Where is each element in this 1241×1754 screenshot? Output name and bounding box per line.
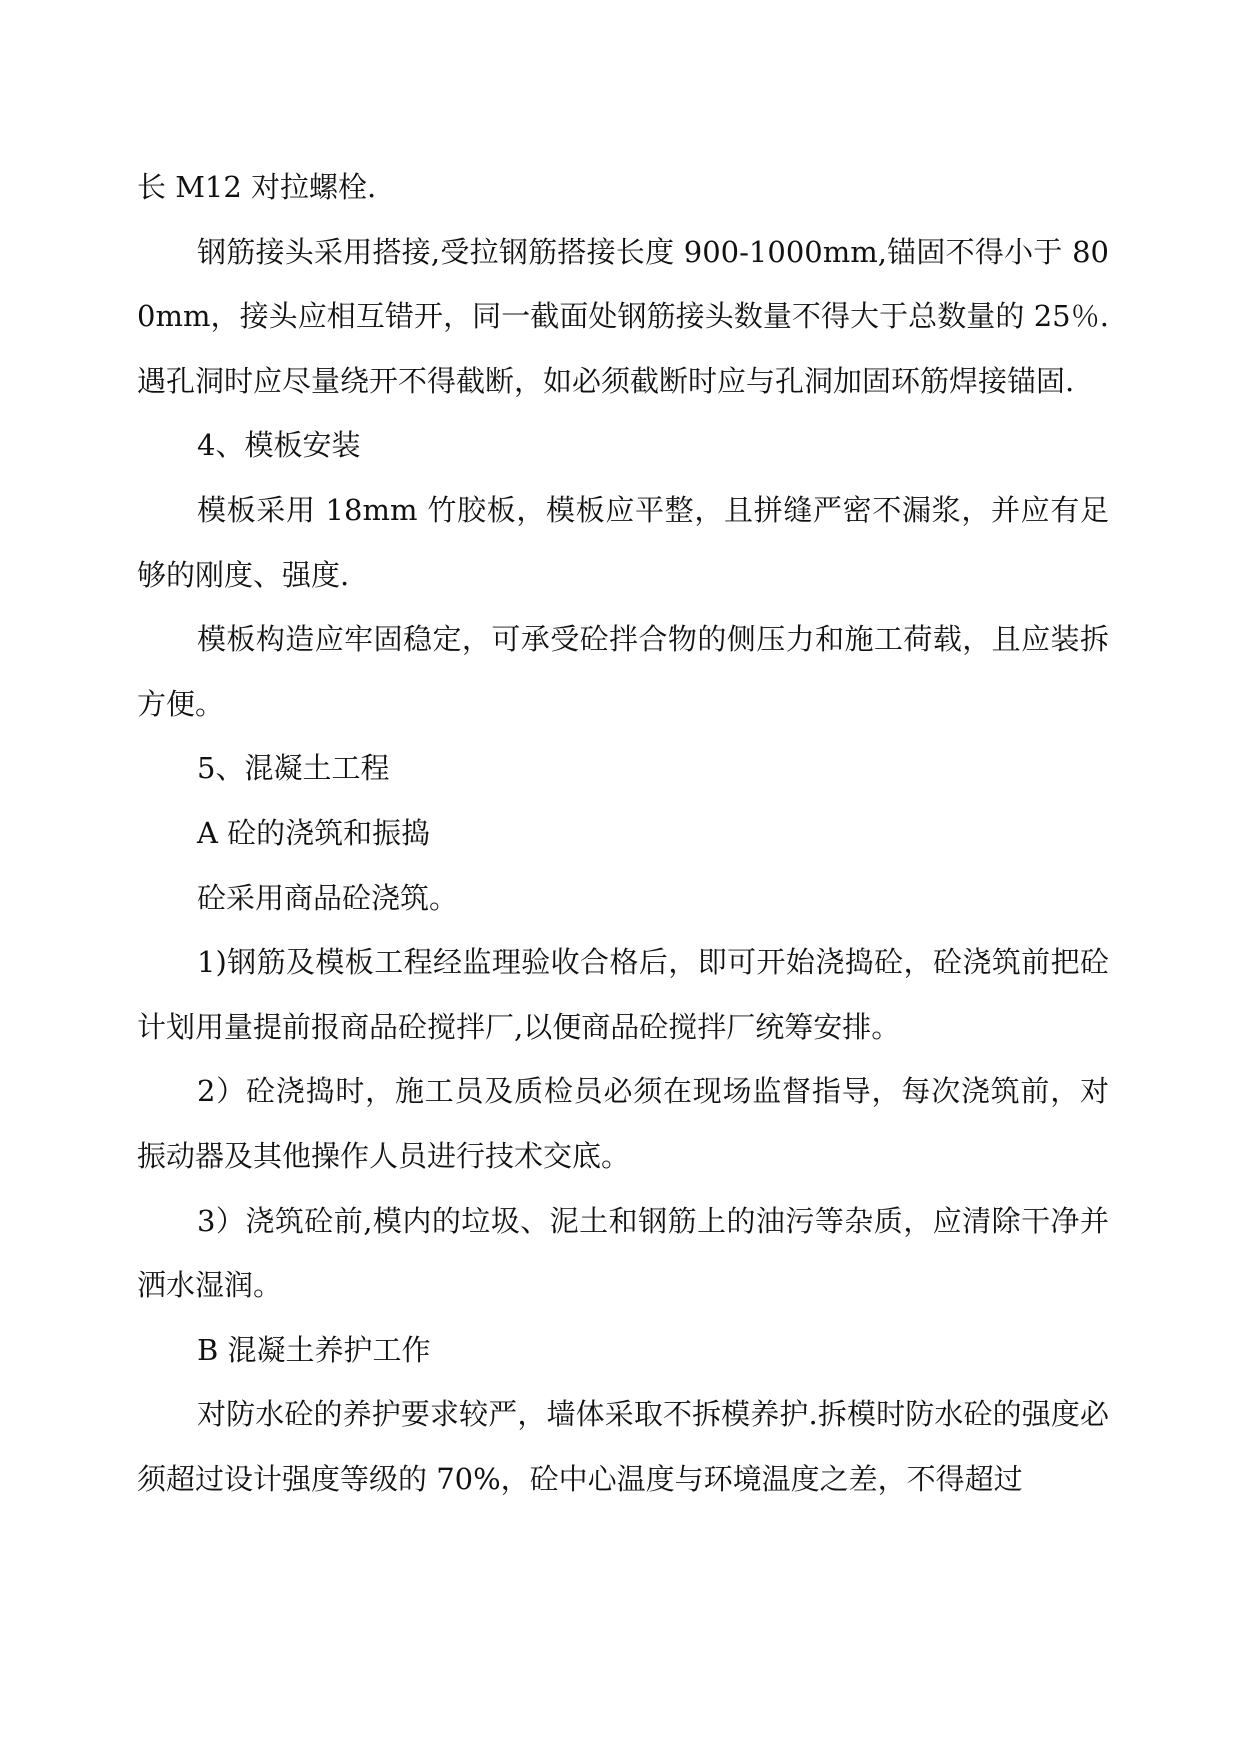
paragraph-commercial-concrete: 砼采用商品砼浇筑。 [197,880,459,915]
section-heading-formwork-installation: 4、模板安装 [197,428,361,463]
paragraph-waterproof-curing: 对防水砼的养护要求较严，墙体采取不拆模养护.拆模时防水砼的强度必须超过设计强度等级的 70%，砼中心温度与环境温度之差，不得超过 [137,1397,1109,1496]
list-item-1-inspection-before-pouring: 1)钢筋及模板工程经监理验收合格后，即可开始浇捣砼，砼浇筑前把砼计划用量提前报商品砼搅拌厂,以便商品砼搅拌厂统筹安排。 [137,945,1109,1044]
section-heading-concrete-works: 5、混凝土工程 [197,751,390,786]
subheading-concrete-curing: B 混凝土养护工作 [197,1332,431,1367]
paragraph-bolt-continuation: 长 M12 对拉螺栓. [137,170,377,204]
list-item-2-supervision: 2）砼浇捣时，施工员及质检员必须在现场监督指导，每次浇筑前，对振动器及其他操作人员进行技术交底。 [137,1074,1109,1173]
paragraph-formwork-material: 模板采用 18mm 竹胶板，模板应平整，且拼缝严密不漏浆，并应有足够的刚度、强度. [137,492,1109,592]
paragraph-rebar-splicing: 钢筋接头采用搭接,受拉钢筋搭接长度 900-1000mm,锚固不得小于 800mm，接头应相互错开，同一截面处钢筋接头数量不得大于总数量的 25％.遇孔洞时应尽量绕开不得截断，如必须截断时应与孔洞加固环筋焊接锚固. [137,234,1109,398]
document-body [137,155,1109,1511]
paragraph-formwork-structure: 模板构造应牢固稳定，可承受砼拌合物的侧压力和施工荷载，且应装拆方便。 [137,622,1109,721]
subheading-pouring-and-vibration: A 砼的浇筑和振捣 [197,815,431,850]
list-item-3-cleaning: 3）浇筑砼前,模内的垃圾、泥土和钢筋上的油污等杂质，应清除干净并洒水湿润。 [137,1203,1109,1303]
